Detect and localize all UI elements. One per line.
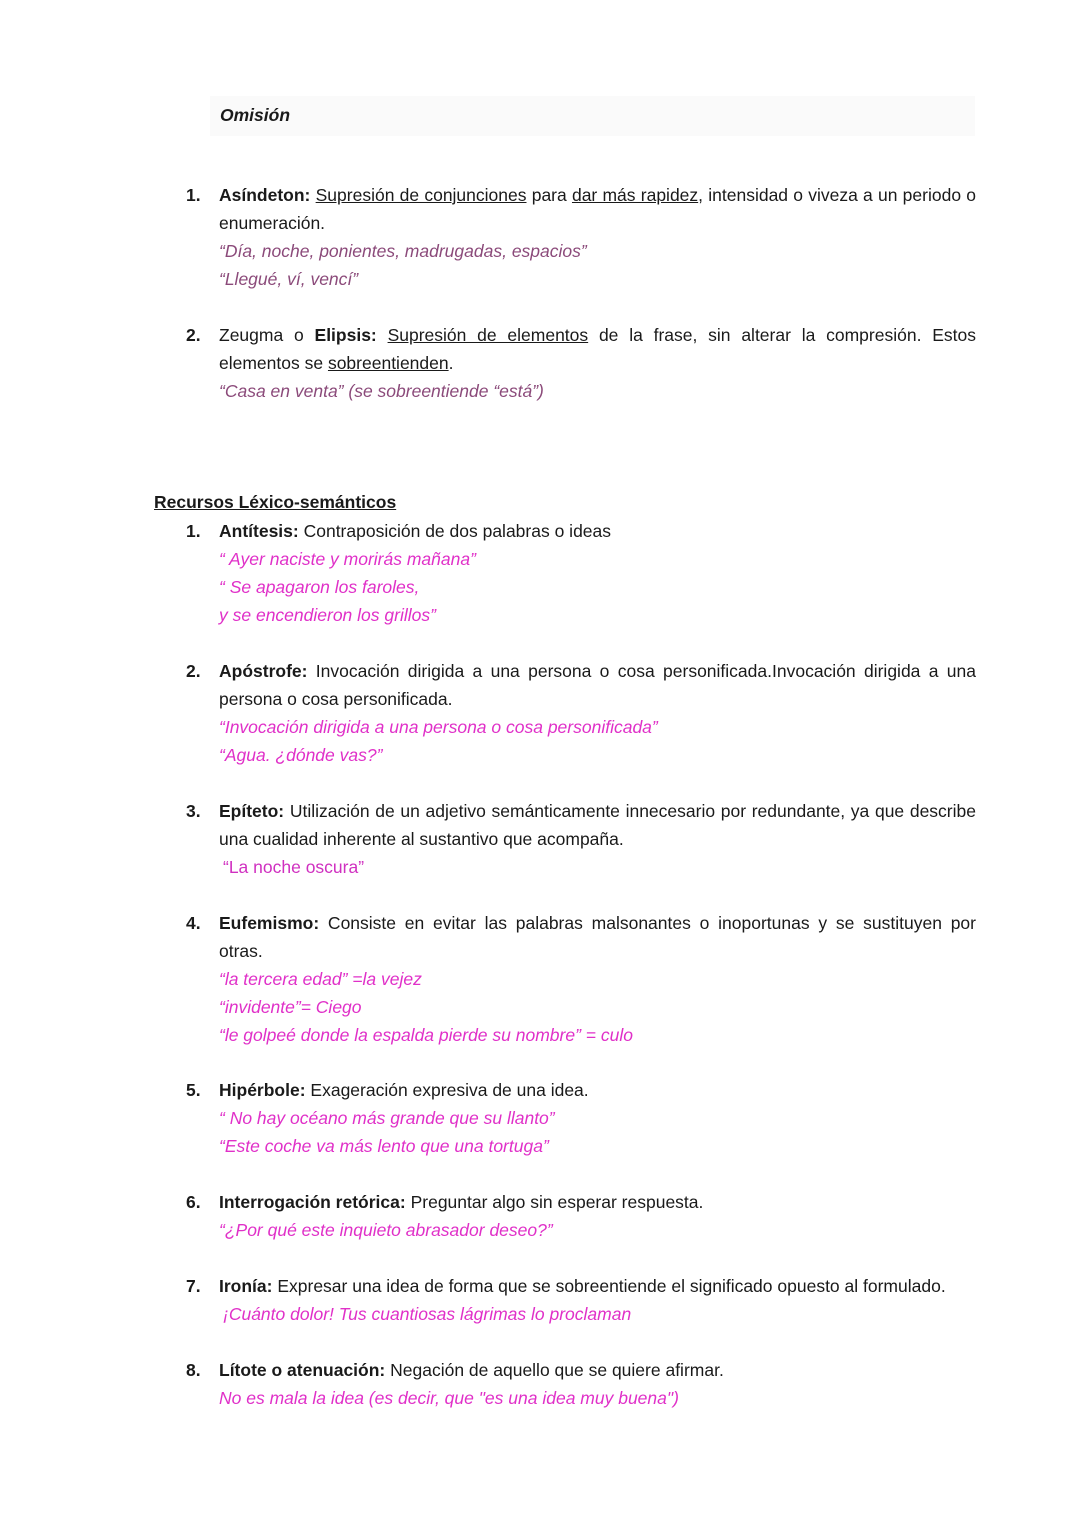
list-item xyxy=(186,797,976,881)
example-text: “Invocación dirigida a una persona o cosa personificada” xyxy=(219,717,658,737)
example-text: y se encendieron los grillos” xyxy=(219,605,436,625)
example-text: “ No hay océano más grande que su llanto” xyxy=(219,1108,555,1128)
example-text: “La noche oscura” xyxy=(223,857,365,877)
list-item xyxy=(186,181,976,293)
example-text: No es mala la idea (es decir, que "es una idea muy buena") xyxy=(219,1388,679,1408)
item-definition: Apóstrofe: Invocación dirigida a una persona o cosa personificada.Invocación dirigida a una persona o cosa personificada. xyxy=(219,661,976,709)
item-number: 5. xyxy=(186,1080,201,1100)
item-number: 1. xyxy=(186,185,201,205)
example-text: “ Se apagaron los faroles, xyxy=(219,577,420,597)
item-definition: Hipérbole: Exageración expresiva de una idea. xyxy=(219,1080,589,1100)
example-text: “Llegué, ví, vencí” xyxy=(219,269,359,289)
example-text: “ Ayer naciste y morirás mañana” xyxy=(219,549,476,569)
example-text: “¿Por qué este inquieto abrasador deseo?” xyxy=(219,1220,553,1240)
item-definition: Eufemismo: Consiste en evitar las palabras malsonantes o inoportunas y se sustituyen por otras. xyxy=(219,913,976,961)
example-text: “la tercera edad” =la vejez xyxy=(219,969,422,989)
list-item xyxy=(186,1188,976,1244)
item-number: 1. xyxy=(186,521,201,541)
item-number: 4. xyxy=(186,913,201,933)
list-item xyxy=(186,517,976,629)
page-title: Omisión xyxy=(220,105,291,125)
example-text: “Día, noche, ponientes, madrugadas, espacios” xyxy=(219,241,587,261)
heading-background xyxy=(210,96,975,136)
item-number: 8. xyxy=(186,1360,201,1380)
item-number: 2. xyxy=(186,325,201,345)
example-text: “Este coche va más lento que una tortuga” xyxy=(219,1136,549,1156)
list-item xyxy=(186,321,976,405)
list-item xyxy=(186,1356,976,1412)
item-number: 6. xyxy=(186,1192,201,1212)
example-text: “Agua. ¿dónde vas?” xyxy=(219,745,383,765)
item-definition: Zeugma o Elipsis: Supresión de elementos de la frase, sin alterar la compresión. Estos elementos se sobreentienden. xyxy=(219,325,976,373)
item-definition: Asíndeton: Supresión de conjunciones para dar más rapidez, intensidad o viveza a un periodo o enumeración. xyxy=(219,185,977,233)
example-text: “Casa en venta” (se sobreentiende “está”) xyxy=(219,381,544,401)
item-number: 7. xyxy=(186,1276,201,1296)
example-text: “invidente”= Ciego xyxy=(219,997,362,1017)
item-number: 3. xyxy=(186,801,201,821)
list-item xyxy=(186,909,976,1049)
item-definition: Antítesis: Contraposición de dos palabras o ideas xyxy=(219,521,612,541)
example-text: ¡Cuánto dolor! Tus cuantiosas lágrimas lo proclaman xyxy=(223,1304,632,1324)
list-item xyxy=(186,1076,976,1160)
list-item xyxy=(186,657,976,769)
list-item xyxy=(186,1272,976,1328)
example-text: “le golpeé donde la espalda pierde su nombre” = culo xyxy=(219,1025,633,1045)
section-title: Recursos Léxico-semánticos xyxy=(154,492,397,512)
item-definition: Interrogación retórica: Preguntar algo sin esperar respuesta. xyxy=(219,1192,704,1212)
item-definition: Epíteto: Utilización de un adjetivo semánticamente innecesario por redundante, ya que describe una cualidad inherente al sustantivo que acompaña. xyxy=(219,801,976,849)
item-definition: Lítote o atenuación: Negación de aquello que se quiere afirmar. xyxy=(219,1360,724,1380)
item-definition: Ironía: Expresar una idea de forma que se sobreentiende el significado opuesto al formulado. xyxy=(219,1276,946,1296)
item-number: 2. xyxy=(186,661,201,681)
